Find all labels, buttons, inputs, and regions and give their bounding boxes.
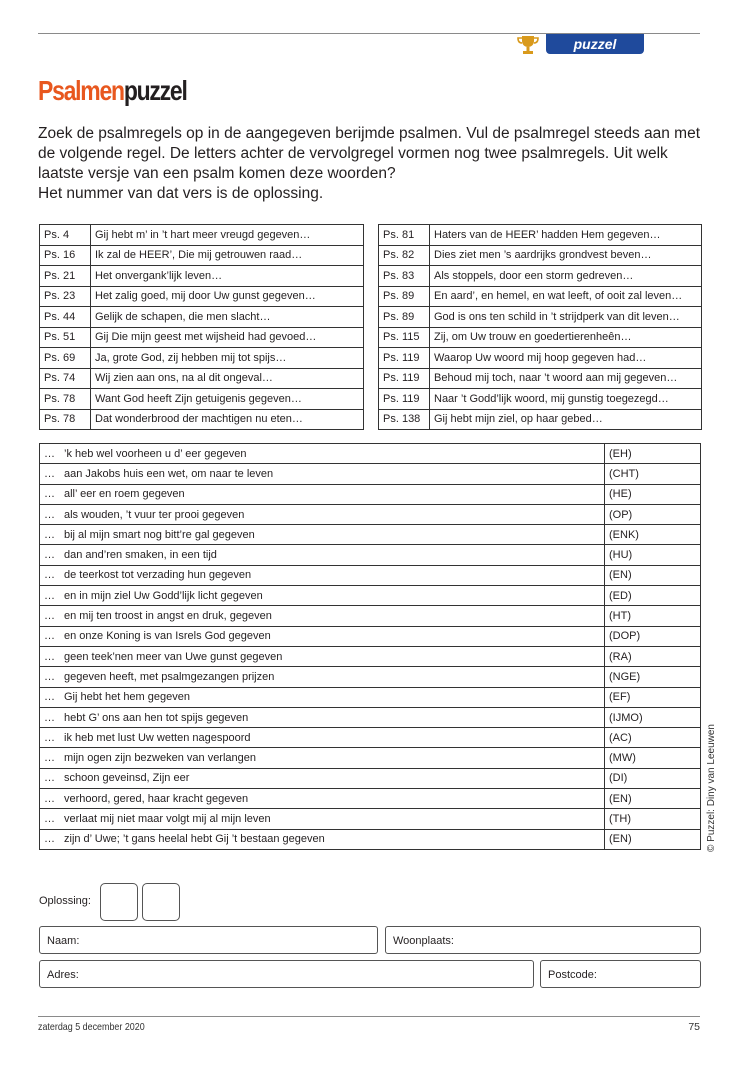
ellipsis: … <box>40 606 59 626</box>
intro-line: de volgende regel. De letters achter de vervolgregel vormen nog twee psalmregels. Uit welk <box>38 145 668 162</box>
psalm-ref: Ps. 119 <box>379 348 430 369</box>
solution-label: Oplossing: <box>39 895 91 907</box>
ellipsis: … <box>40 809 59 829</box>
psalm-row <box>379 266 702 287</box>
ellipsis: … <box>40 687 59 707</box>
continuation-text: de teerkost tot verzading hun gegeven <box>58 565 605 585</box>
ellipsis: … <box>40 504 59 524</box>
bottom-rule <box>38 1016 700 1017</box>
solution-box-1[interactable] <box>100 883 138 921</box>
psalm-line: Gelijk de schapen, die men slacht… <box>91 307 364 328</box>
continuation-row <box>40 606 701 626</box>
psalm-row <box>379 348 702 369</box>
continuation-row <box>40 586 701 606</box>
continuation-text: en in mijn ziel Uw Godd’lijk licht gegeven <box>58 586 605 606</box>
city-label: Woonplaats: <box>393 935 454 947</box>
psalm-line: Gij Die mijn geest met wijsheid had gevoed… <box>91 327 364 348</box>
letter-code: (TH) <box>605 809 701 829</box>
psalm-line: Gij hebt m’ in ’t hart meer vreugd gegeven… <box>91 225 364 246</box>
psalm-ref: Ps. 115 <box>379 327 430 348</box>
ellipsis: … <box>40 768 59 788</box>
letter-code: (HT) <box>605 606 701 626</box>
continuation-text: en onze Koning is van Isrels God gegeven <box>58 626 605 646</box>
psalm-line: Ik zal de HEER’, Die mij getrouwen raad… <box>91 245 364 266</box>
continuation-row <box>40 829 701 849</box>
name-field[interactable] <box>39 926 378 954</box>
psalm-line: Dat wonderbrood der machtigen nu eten… <box>91 409 364 430</box>
letter-code: (EN) <box>605 829 701 849</box>
psalm-ref: Ps. 74 <box>40 368 91 389</box>
letter-code: (HE) <box>605 484 701 504</box>
psalm-line: Zij, om Uw trouw en goedertierenheên… <box>430 327 702 348</box>
letter-code: (EH) <box>605 444 701 464</box>
ellipsis: … <box>40 586 59 606</box>
continuation-row <box>40 707 701 727</box>
page-title <box>38 74 187 108</box>
trophy-icon <box>517 35 539 55</box>
ellipsis: … <box>40 545 59 565</box>
letter-code: (EF) <box>605 687 701 707</box>
psalm-row <box>40 409 364 430</box>
psalm-ref: Ps. 78 <box>40 409 91 430</box>
psalm-ref: Ps. 21 <box>40 266 91 287</box>
intro-text <box>38 124 706 204</box>
continuation-row <box>40 687 701 707</box>
intro-line: Het nummer van dat vers is de oplossing. <box>38 185 324 202</box>
zip-label: Postcode: <box>548 969 597 981</box>
psalm-ref: Ps. 51 <box>40 327 91 348</box>
ellipsis: … <box>40 626 59 646</box>
psalm-line: Het onvergank’lijk leven… <box>91 266 364 287</box>
letter-code: (ENK) <box>605 525 701 545</box>
letter-code: (ED) <box>605 586 701 606</box>
title-part-puzzel: puzzel <box>123 75 187 106</box>
psalm-ref: Ps. 83 <box>379 266 430 287</box>
continuation-text: mijn ogen zijn bezweken van verlangen <box>58 748 605 768</box>
psalm-line: Dies ziet men ’s aardrijks grondvest beven… <box>430 245 702 266</box>
zip-field[interactable] <box>540 960 701 988</box>
psalm-ref: Ps. 89 <box>379 286 430 307</box>
address-field[interactable] <box>39 960 534 988</box>
continuation-text: geen teek’nen meer van Uwe gunst gegeven <box>58 646 605 666</box>
psalm-line: Want God heeft Zijn getuigenis gegeven… <box>91 389 364 410</box>
continuation-text: schoon geveinsd, Zijn eer <box>58 768 605 788</box>
ellipsis: … <box>40 789 59 809</box>
continuation-row <box>40 789 701 809</box>
psalm-row <box>379 327 702 348</box>
psalm-row <box>379 245 702 266</box>
continuation-text: zijn d’ Uwe; ’t gans heelal hebt Gij ’t bestaan gegeven <box>58 829 605 849</box>
letter-code: (HU) <box>605 545 701 565</box>
letter-code: (EN) <box>605 789 701 809</box>
ellipsis: … <box>40 525 59 545</box>
address-label: Adres: <box>47 969 79 981</box>
continuation-text: ’k heb wel voorheen u d’ eer gegeven <box>58 444 605 464</box>
ellipsis: … <box>40 667 59 687</box>
ellipsis: … <box>40 707 59 727</box>
psalm-row <box>40 286 364 307</box>
solution-box-2[interactable] <box>142 883 180 921</box>
psalm-row <box>40 368 364 389</box>
psalm-row <box>40 327 364 348</box>
psalm-ref: Ps. 119 <box>379 389 430 410</box>
letter-code: (DOP) <box>605 626 701 646</box>
continuation-row <box>40 626 701 646</box>
continuation-row <box>40 504 701 524</box>
continuation-text: verhoord, gered, haar kracht gegeven <box>58 789 605 809</box>
letter-code: (EN) <box>605 565 701 585</box>
continuation-row <box>40 646 701 666</box>
continuation-row <box>40 484 701 504</box>
psalm-line: Als stoppels, door een storm gedreven… <box>430 266 702 287</box>
continuation-row <box>40 545 701 565</box>
psalm-line: Wij zien aan ons, na al dit ongeval… <box>91 368 364 389</box>
psalm-ref: Ps. 138 <box>379 409 430 430</box>
letter-code: (RA) <box>605 646 701 666</box>
letter-code: (IJMO) <box>605 707 701 727</box>
psalm-row <box>40 266 364 287</box>
city-field[interactable] <box>385 926 701 954</box>
letter-code: (DI) <box>605 768 701 788</box>
psalm-ref: Ps. 16 <box>40 245 91 266</box>
psalm-line: Gij hebt mijn ziel, op haar gebed… <box>430 409 702 430</box>
psalm-line: Het zalig goed, mij door Uw gunst gegeven… <box>91 286 364 307</box>
footer-date: zaterdag 5 december 2020 <box>38 1021 145 1033</box>
psalm-line: God is ons ten schild in ’t strijdperk van dit leven… <box>430 307 702 328</box>
psalm-ref: Ps. 82 <box>379 245 430 266</box>
title-part-psalmen: Psalmen <box>38 75 124 106</box>
continuation-row <box>40 768 701 788</box>
continuation-text: hebt G’ ons aan hen tot spijs gegeven <box>58 707 605 727</box>
letter-code: (CHT) <box>605 464 701 484</box>
name-label: Naam: <box>47 935 80 947</box>
page-number: 75 <box>688 1021 700 1033</box>
psalm-row <box>40 307 364 328</box>
continuation-row <box>40 667 701 687</box>
psalm-line: Haters van de HEER’ hadden Hem gegeven… <box>430 225 702 246</box>
psalm-row <box>40 389 364 410</box>
psalm-row <box>379 225 702 246</box>
ellipsis: … <box>40 748 59 768</box>
continuation-text: en mij ten troost in angst en druk, gegeven <box>58 606 605 626</box>
continuation-table <box>39 443 701 850</box>
psalm-ref: Ps. 119 <box>379 368 430 389</box>
continuation-text: als wouden, ’t vuur ter prooi gegeven <box>58 504 605 524</box>
psalm-row <box>379 389 702 410</box>
continuation-text: gegeven heeft, met psalmgezangen prijzen <box>58 667 605 687</box>
psalm-row <box>379 409 702 430</box>
letter-code: (NGE) <box>605 667 701 687</box>
psalm-line: Naar ’t Godd’lijk woord, mij gunstig toegezegd… <box>430 389 702 410</box>
continuation-row <box>40 565 701 585</box>
ellipsis: … <box>40 444 59 464</box>
ellipsis: … <box>40 565 59 585</box>
continuation-text: bij al mijn smart nog bitt’re gal gegeven <box>58 525 605 545</box>
continuation-row <box>40 748 701 768</box>
section-tab-label: puzzel <box>573 36 617 52</box>
intro-line: Zoek de psalmregels op in de aangegeven berijmde psalmen. Vul de psalmregel steeds aan met <box>38 125 701 142</box>
psalm-ref: Ps. 81 <box>379 225 430 246</box>
continuation-row <box>40 525 701 545</box>
letter-code: (AC) <box>605 728 701 748</box>
continuation-text: verlaat mij niet maar volgt mij al mijn leven <box>58 809 605 829</box>
psalm-line: Behoud mij toch, naar ’t woord aan mij gegeven… <box>430 368 702 389</box>
section-tab <box>546 34 644 54</box>
psalm-ref: Ps. 23 <box>40 286 91 307</box>
intro-line: laatste versje van een psalm komen deze woorden? <box>38 165 396 182</box>
ellipsis: … <box>40 464 59 484</box>
ellipsis: … <box>40 728 59 748</box>
continuation-text: dan and’ren smaken, in een tijd <box>58 545 605 565</box>
psalm-ref: Ps. 89 <box>379 307 430 328</box>
ellipsis: … <box>40 646 59 666</box>
psalm-ref: Ps. 78 <box>40 389 91 410</box>
continuation-text: all’ eer en roem gegeven <box>58 484 605 504</box>
psalm-table-right <box>378 224 702 430</box>
psalm-row <box>40 348 364 369</box>
psalm-line: En aard’, en hemel, en wat leeft, of ooit zal leven… <box>430 286 702 307</box>
continuation-row <box>40 809 701 829</box>
psalm-line: Ja, grote God, zij hebben mij tot spijs… <box>91 348 364 369</box>
psalm-row <box>40 225 364 246</box>
letter-code: (MW) <box>605 748 701 768</box>
continuation-text: Gij hebt het hem gegeven <box>58 687 605 707</box>
psalm-row <box>40 245 364 266</box>
psalm-ref: Ps. 44 <box>40 307 91 328</box>
psalm-line: Waarop Uw woord mij hoop gegeven had… <box>430 348 702 369</box>
psalm-ref: Ps. 69 <box>40 348 91 369</box>
ellipsis: … <box>40 484 59 504</box>
psalm-row <box>379 286 702 307</box>
continuation-row <box>40 728 701 748</box>
ellipsis: … <box>40 829 59 849</box>
psalm-ref: Ps. 4 <box>40 225 91 246</box>
letter-code: (OP) <box>605 504 701 524</box>
continuation-row <box>40 464 701 484</box>
psalm-table-left <box>39 224 364 430</box>
psalm-row <box>379 307 702 328</box>
psalm-row <box>379 368 702 389</box>
continuation-text: ik heb met lust Uw wetten nagespoord <box>58 728 605 748</box>
puzzle-credit: © Puzzel: Diny van Leeuwen <box>706 724 717 852</box>
continuation-text: aan Jakobs huis een wet, om naar te leven <box>58 464 605 484</box>
continuation-row <box>40 444 701 464</box>
